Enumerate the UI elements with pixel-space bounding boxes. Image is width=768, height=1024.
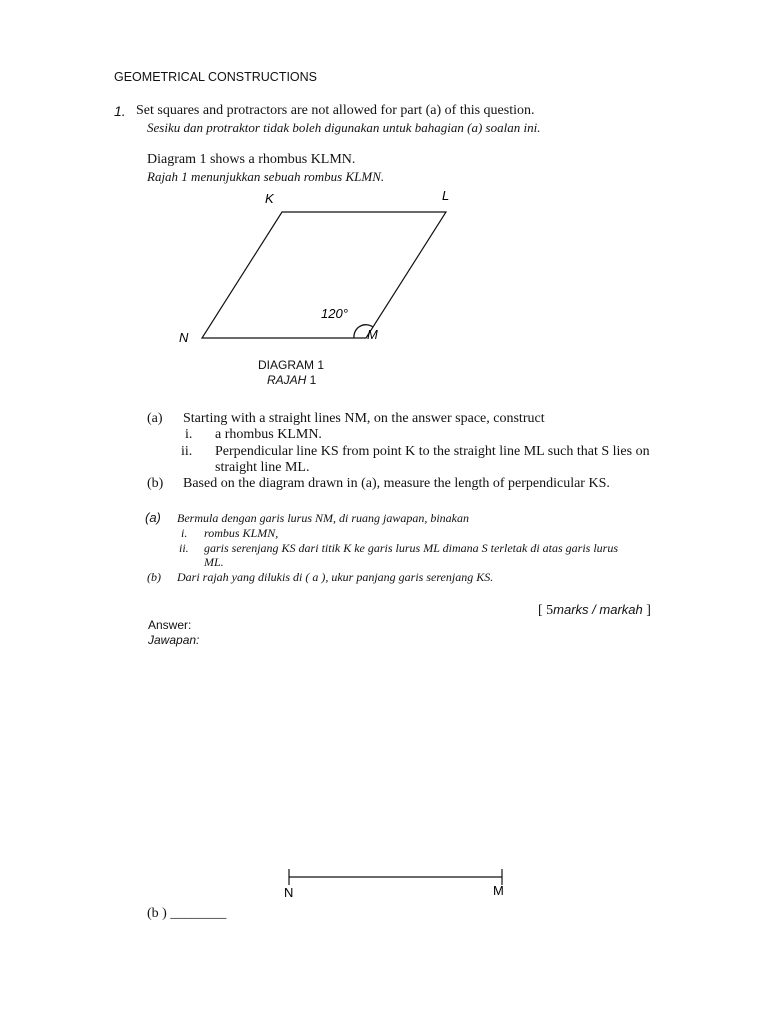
answer-line-diagram [0,850,768,910]
vertex-label-n: N [179,330,189,345]
marks-allocation [538,602,651,619]
part-a-text: Starting with a straight lines NM, on the answer space, construct [183,411,545,426]
diagram-caption-malay [267,373,316,387]
malay-part-b-label: (b) [147,570,161,584]
marks-number: 5 [546,603,554,618]
part-a-ii-text-line2: straight line ML. [215,460,310,475]
angle-label: 120° [321,306,348,321]
vertex-label-m: M [367,327,378,342]
malay-part-a-ii-text-line2: ML. [204,555,224,569]
malay-part-a-ii-text-line1: garis serenjang KS dari titik K ke garis lurus ML dimana S terletak di atas garis lurus [204,541,619,555]
part-b-label: (b) [147,476,164,491]
vertex-label-l: L [442,188,450,203]
diagram-caption-english: DIAGRAM 1 [258,358,325,372]
marks-close-bracket: ] [642,603,651,618]
part-b-answer-blank[interactable]: (b ) ________ [147,906,227,921]
malay-part-a-ii-label: ii. [179,541,189,555]
malay-part-a-text: Bermula dengan garis lurus NM, di ruang jawapan, binakan [177,511,470,525]
part-a-ii-text-line1: Perpendicular line KS from point K to the straight line ML such that S lies on [215,444,650,459]
malay-part-a-i-label: i. [181,526,188,540]
part-a-i-text: a rhombus KLMN. [215,427,322,442]
diagram-intro-english: Diagram 1 shows a rhombus KLMN. [147,152,356,167]
question-number: 1. [114,103,126,119]
part-a-i-label: i. [185,427,193,442]
instruction-malay: Sesiku dan protraktor tidak boleh digunakan untuk bahagian (a) soalan ini. [147,120,541,135]
answer-label-english: Answer: [148,618,192,632]
malay-part-a-label: (a) [145,510,161,525]
caption-rajah-word: RAJAH [267,373,307,387]
malay-part-b-text: Dari rajah yang dilukis di ( a ), ukur panjang garis serenjang KS. [177,570,494,584]
rhombus-diagram [0,0,768,400]
malay-part-a-i-text: rombus KLMN, [204,526,279,540]
part-b-text: Based on the diagram drawn in (a), measure the length of perpendicular KS. [183,476,610,491]
instruction-english: Set squares and protractors are not allowed for part (a) of this question. [136,103,535,118]
marks-text: marks / markah [553,602,643,617]
marks-open-bracket: [ [538,603,547,618]
answer-label-m: M [493,883,504,898]
answer-label-malay: Jawapan: [148,633,200,647]
answer-label-n: N [284,885,294,900]
page-heading: GEOMETRICAL CONSTRUCTIONS [114,70,318,84]
part-a-ii-label: ii. [181,444,193,459]
diagram-intro-malay: Rajah 1 menunjukkan sebuah rombus KLMN. [147,169,385,184]
vertex-label-k: K [265,191,274,206]
part-a-label: (a) [147,411,163,426]
caption-rajah-number: 1 [306,373,317,387]
